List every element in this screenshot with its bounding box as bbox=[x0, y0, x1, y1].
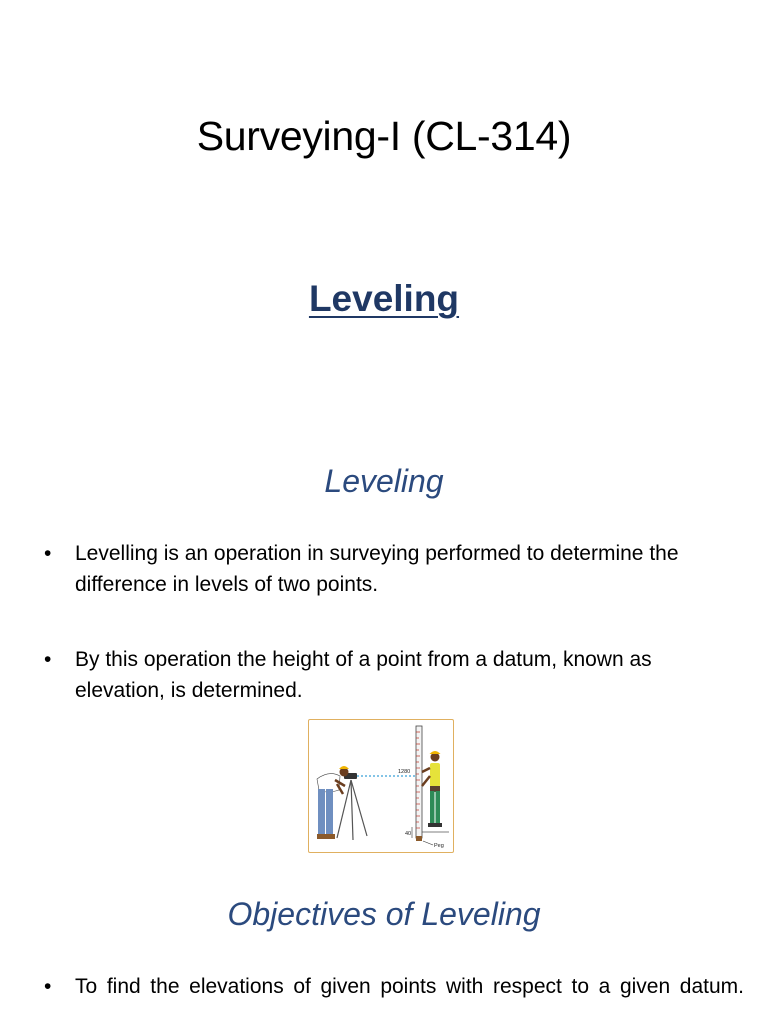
surveyors-leveling-drawing bbox=[309, 720, 452, 851]
bullet-text: Levelling is an operation in surveying performed to determine the difference in levels of two points. bbox=[75, 542, 679, 596]
slide-title: Surveying-I (CL-314) bbox=[196, 113, 572, 159]
bullet-item bbox=[44, 538, 744, 600]
bullet-marker: • bbox=[44, 975, 52, 998]
bullet-text: To find the elevations of given points with respect to a given datum. bbox=[75, 975, 744, 998]
bullet-item bbox=[44, 644, 744, 706]
bullet-item bbox=[44, 971, 744, 1002]
peg-pointer bbox=[423, 841, 433, 845]
peg-label: Peg bbox=[434, 843, 444, 849]
bullet-marker: • bbox=[44, 542, 52, 565]
staff-reading-label: 1280 bbox=[398, 769, 411, 775]
peg-icon bbox=[416, 836, 422, 841]
bullet-text: By this operation the height of a point from a datum, known as elevation, is determined. bbox=[75, 648, 652, 702]
section-heading-leveling: Leveling bbox=[324, 463, 444, 499]
height-label: 40 bbox=[405, 831, 412, 837]
section-heading-objectives: Objectives of Leveling bbox=[227, 896, 541, 932]
slide-subtitle: Leveling bbox=[308, 278, 460, 319]
staff-holder-figure bbox=[422, 751, 442, 827]
bullet-marker: • bbox=[44, 648, 52, 671]
leveling-staff bbox=[416, 726, 422, 838]
leveling-illustration bbox=[308, 719, 454, 853]
tripod bbox=[337, 780, 367, 840]
